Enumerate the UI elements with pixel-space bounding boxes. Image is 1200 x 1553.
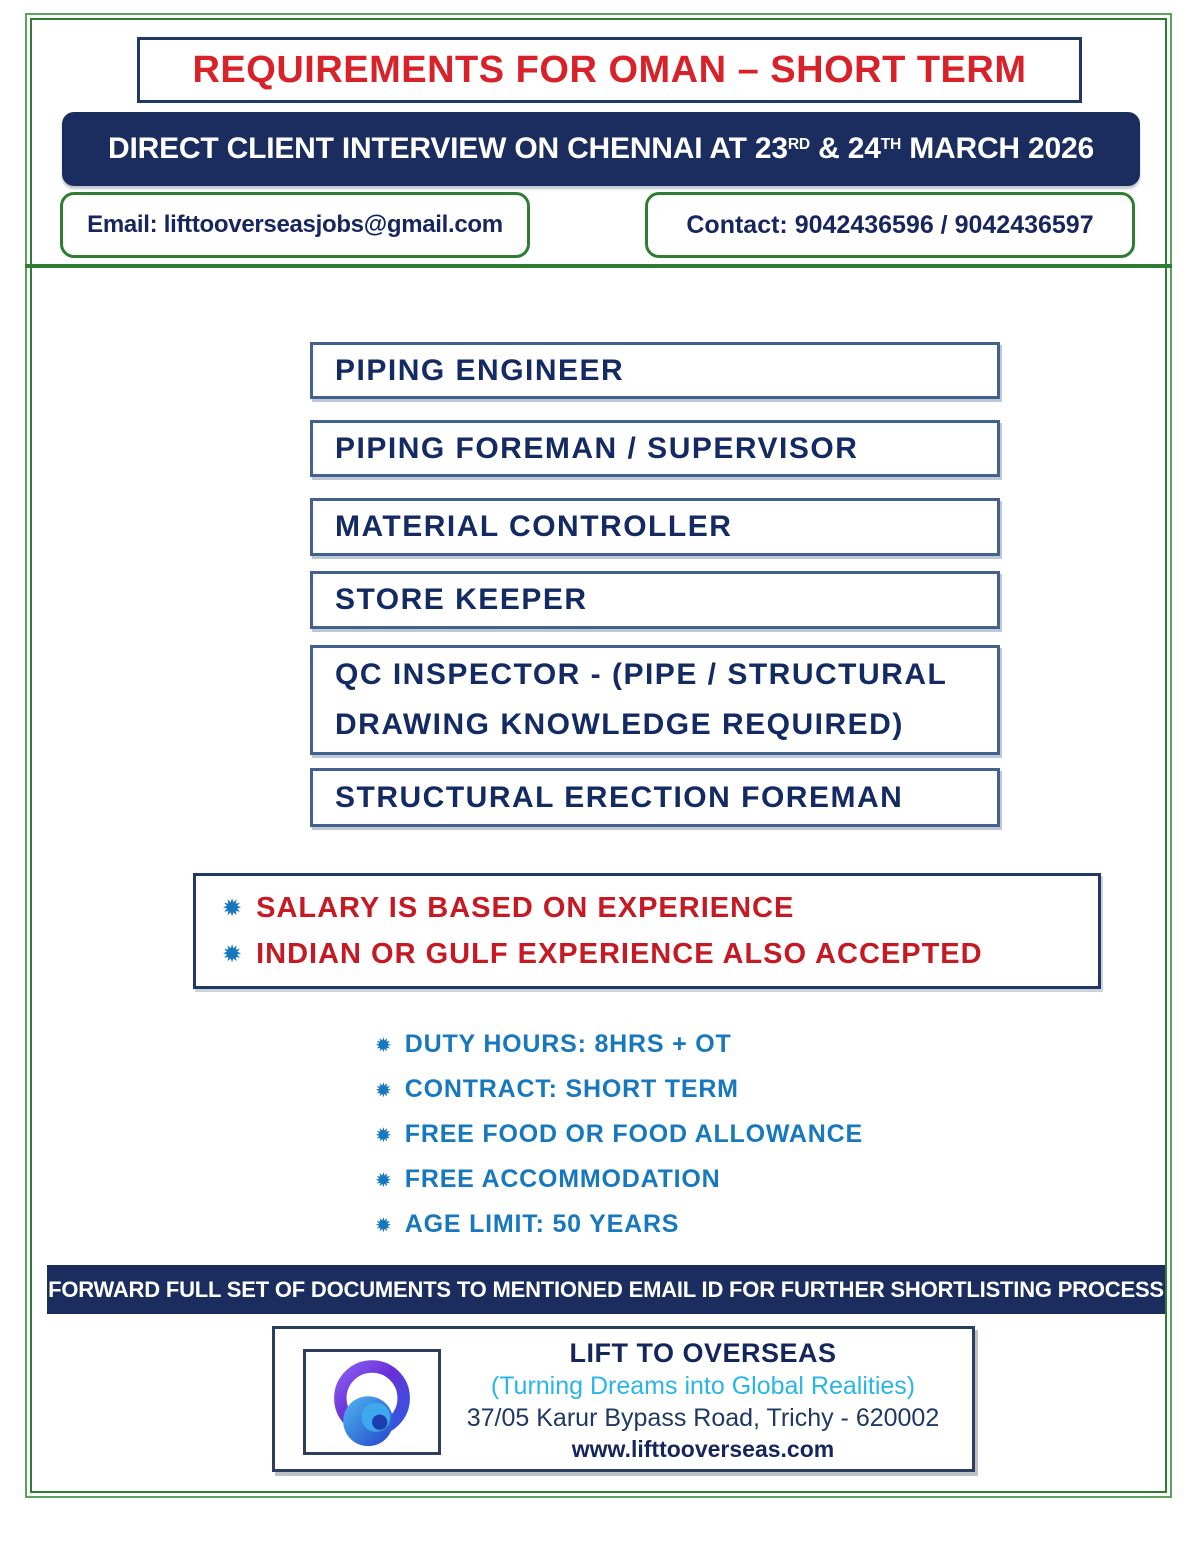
benefit-text: DUTY HOURS: 8HRS + OT xyxy=(404,1030,732,1058)
star-bullet-icon: ✹ xyxy=(375,1167,392,1192)
shortlisting-banner-text: FORWARD FULL SET OF DOCUMENTS TO MENTIONED EMAIL ID FOR FURTHER SHORTLISTING PROCESS xyxy=(48,1276,1164,1302)
job-title: STORE KEEPER xyxy=(335,583,588,616)
company-website: www.lifttooverseas.com xyxy=(571,1436,835,1462)
benefit-text: FREE ACCOMMODATION xyxy=(404,1165,721,1193)
job-title: STRUCTURAL ERECTION FOREMAN xyxy=(335,780,904,814)
company-card xyxy=(272,1326,975,1472)
lift-to-overseas-logo xyxy=(324,1354,420,1450)
job-title: MATERIAL CONTROLLER xyxy=(335,510,733,543)
header-section-divider xyxy=(25,264,1172,268)
star-bullet-icon: ✹ xyxy=(375,1212,392,1237)
company-tagline: (Turning Dreams into Global Realities) xyxy=(490,1372,916,1400)
interview-banner-text: DIRECT CLIENT INTERVIEW ON CHENNAI AT 23RD & 24TH MARCH 2026 xyxy=(108,132,1094,165)
job-box-piping-engineer xyxy=(310,342,1000,399)
job-box-qc-inspector xyxy=(310,645,1000,755)
logo-frame xyxy=(303,1349,441,1455)
star-bullet-icon: ✹ xyxy=(375,1032,392,1057)
email-box xyxy=(60,192,530,258)
highlight-item xyxy=(222,892,1098,925)
benefit-item xyxy=(375,1120,863,1149)
email-text: Email: lifttooverseasjobs@gmail.com xyxy=(87,211,503,238)
contact-text: Contact: 9042436596 / 9042436597 xyxy=(686,210,1094,239)
interview-banner xyxy=(62,112,1140,186)
star-bullet-icon: ✹ xyxy=(222,940,243,968)
contact-box xyxy=(645,192,1135,258)
benefit-item xyxy=(375,1030,863,1059)
job-box-structural-erection-foreman xyxy=(310,768,1000,827)
benefit-text: FREE FOOD OR FOOD ALLOWANCE xyxy=(404,1120,863,1148)
benefit-text: AGE LIMIT: 50 YEARS xyxy=(404,1210,680,1238)
benefit-item xyxy=(375,1075,863,1104)
benefit-item xyxy=(375,1210,863,1239)
job-title: PIPING ENGINEER xyxy=(335,353,625,387)
job-box-store-keeper xyxy=(310,571,1000,629)
benefit-item xyxy=(375,1165,863,1194)
highlight-item xyxy=(222,938,1098,971)
job-title: PIPING FOREMAN / SUPERVISOR xyxy=(335,431,859,465)
ordinal-superscript: TH xyxy=(880,136,902,154)
job-title: QC INSPECTOR - (PIPE / STRUCTURAL DRAWING KNOWLEDGE REQUIRED) xyxy=(335,658,947,741)
benefits-list xyxy=(375,1030,863,1239)
job-box-material-controller xyxy=(310,498,1000,556)
salary-highlights-box xyxy=(193,873,1101,989)
benefit-text: CONTRACT: SHORT TERM xyxy=(404,1075,739,1103)
star-bullet-icon: ✹ xyxy=(375,1077,392,1102)
shortlisting-banner xyxy=(47,1265,1165,1314)
company-info xyxy=(437,1338,969,1463)
company-address: 37/05 Karur Bypass Road, Trichy - 620002 xyxy=(466,1404,940,1432)
company-name: LIFT TO OVERSEAS xyxy=(569,1338,837,1368)
star-bullet-icon: ✹ xyxy=(222,894,243,922)
highlight-text: INDIAN OR GULF EXPERIENCE ALSO ACCEPTED xyxy=(256,937,983,970)
poster-title: REQUIREMENTS FOR OMAN – SHORT TERM xyxy=(192,48,1027,91)
ordinal-superscript: RD xyxy=(787,136,810,154)
title-box xyxy=(137,37,1082,103)
highlight-text: SALARY IS BASED ON EXPERIENCE xyxy=(256,891,795,924)
star-bullet-icon: ✹ xyxy=(375,1122,392,1147)
job-box-piping-foreman-supervisor xyxy=(310,420,1000,477)
